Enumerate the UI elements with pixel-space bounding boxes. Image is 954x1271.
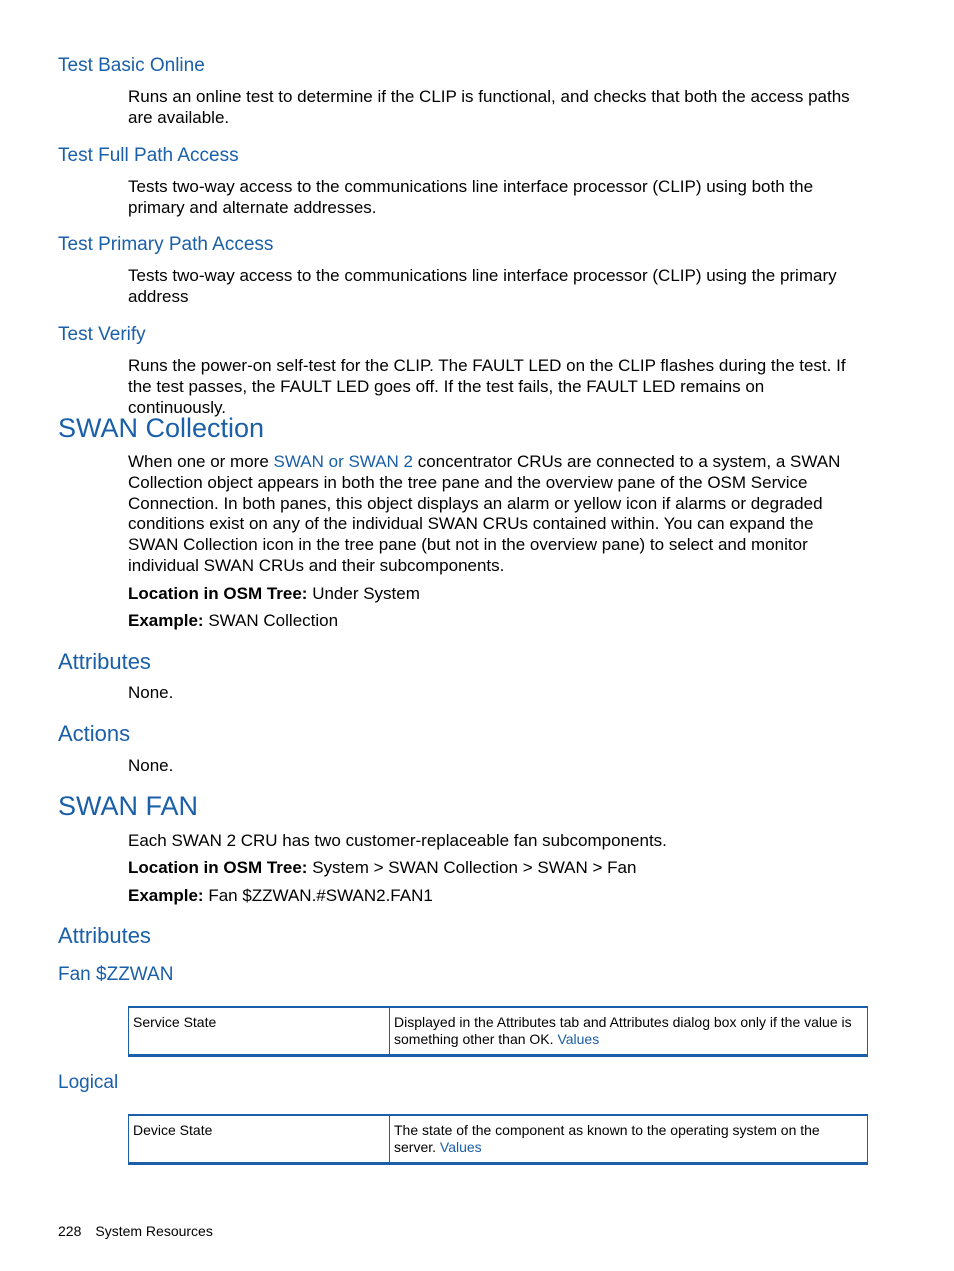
heading-swan-collection: SWAN Collection xyxy=(58,413,265,443)
page-footer xyxy=(58,1222,213,1240)
attribute-description xyxy=(390,1115,868,1164)
swan-collection-example xyxy=(128,611,868,632)
text-swan-collection-actions: None. xyxy=(128,756,174,775)
description-text: The state of the component as known to the operating system on the server. xyxy=(394,1122,820,1155)
example-label: Example: xyxy=(128,611,204,630)
text-swan-fan-intro: Each SWAN 2 CRU has two customer-replaceable fan subcomponents. xyxy=(128,831,667,850)
heading-swan-fan-attributes: Attributes xyxy=(58,923,151,948)
attribute-name: Device State xyxy=(129,1115,390,1164)
text-swan-collection-attributes: None. xyxy=(128,683,174,702)
heading-swan-collection-attributes: Attributes xyxy=(58,649,151,674)
values-link[interactable]: Values xyxy=(557,1031,600,1047)
table-row xyxy=(129,1115,868,1164)
heading-test-basic-online: Test Basic Online xyxy=(58,55,205,76)
location-value: Under System xyxy=(307,584,420,603)
swan-fan-example xyxy=(128,886,868,907)
text-test-verify: Runs the power-on self-test for the CLIP. The FAULT LED on the CLIP flashes during the test. If the test passes, the FAULT LED goes off. If the test fails, the FAULT LED remains on continuously. xyxy=(128,356,846,417)
swan-collection-location xyxy=(128,584,868,605)
logical-attributes-table xyxy=(128,1114,868,1165)
intro-prefix: When one or more xyxy=(128,452,274,471)
heading-fan-zzwan: Fan $ZZWAN xyxy=(58,964,174,985)
intro-suffix: concentrator CRUs are connected to a system, a SWAN Collection object appears in both the tree pane and the overview pane of the OSM Service Connection. In both panes, this object displays an alarm or yellow icon if alarms or degraded conditions exist on any of the individual SWAN CRUs contained within. You can expand the SWAN Collection icon in the tree pane (but not in the overview pane) to select and monitor individual SWAN CRUs and their subcomponents. xyxy=(128,452,841,575)
text-swan-collection-intro xyxy=(128,452,863,577)
values-link[interactable]: Values xyxy=(439,1139,482,1155)
heading-test-primary-path: Test Primary Path Access xyxy=(58,234,274,255)
text-test-primary-path: Tests two-way access to the communications line interface processor (CLIP) using the primary address xyxy=(128,266,837,306)
heading-logical: Logical xyxy=(58,1072,119,1093)
attribute-description xyxy=(390,1007,868,1056)
fan-attributes-table xyxy=(128,1006,868,1057)
attribute-name: Service State xyxy=(129,1007,390,1056)
description-text: Displayed in the Attributes tab and Attributes dialog box only if the value is something other than OK. xyxy=(394,1014,852,1047)
example-label: Example: xyxy=(128,886,204,905)
text-test-basic-online: Runs an online test to determine if the CLIP is functional, and checks that both the access paths are available. xyxy=(128,87,850,127)
footer-section: System Resources xyxy=(95,1223,213,1239)
heading-test-verify: Test Verify xyxy=(58,324,146,345)
swan-fan-location xyxy=(128,858,868,879)
location-label: Location in OSM Tree: xyxy=(128,858,308,877)
table-row xyxy=(129,1007,868,1056)
page-number: 228 xyxy=(58,1223,82,1239)
example-value: Fan $ZZWAN.#SWAN2.FAN1 xyxy=(203,886,433,905)
example-value: SWAN Collection xyxy=(203,611,339,630)
heading-test-full-path: Test Full Path Access xyxy=(58,145,239,166)
swan-link[interactable]: SWAN or SWAN 2 xyxy=(273,452,413,471)
location-value: System > SWAN Collection > SWAN > Fan xyxy=(307,858,637,877)
heading-swan-fan: SWAN FAN xyxy=(58,791,199,821)
heading-swan-collection-actions: Actions xyxy=(58,721,131,746)
location-label: Location in OSM Tree: xyxy=(128,584,308,603)
text-test-full-path: Tests two-way access to the communications line interface processor (CLIP) using both the primary and alternate addresses. xyxy=(128,177,814,217)
